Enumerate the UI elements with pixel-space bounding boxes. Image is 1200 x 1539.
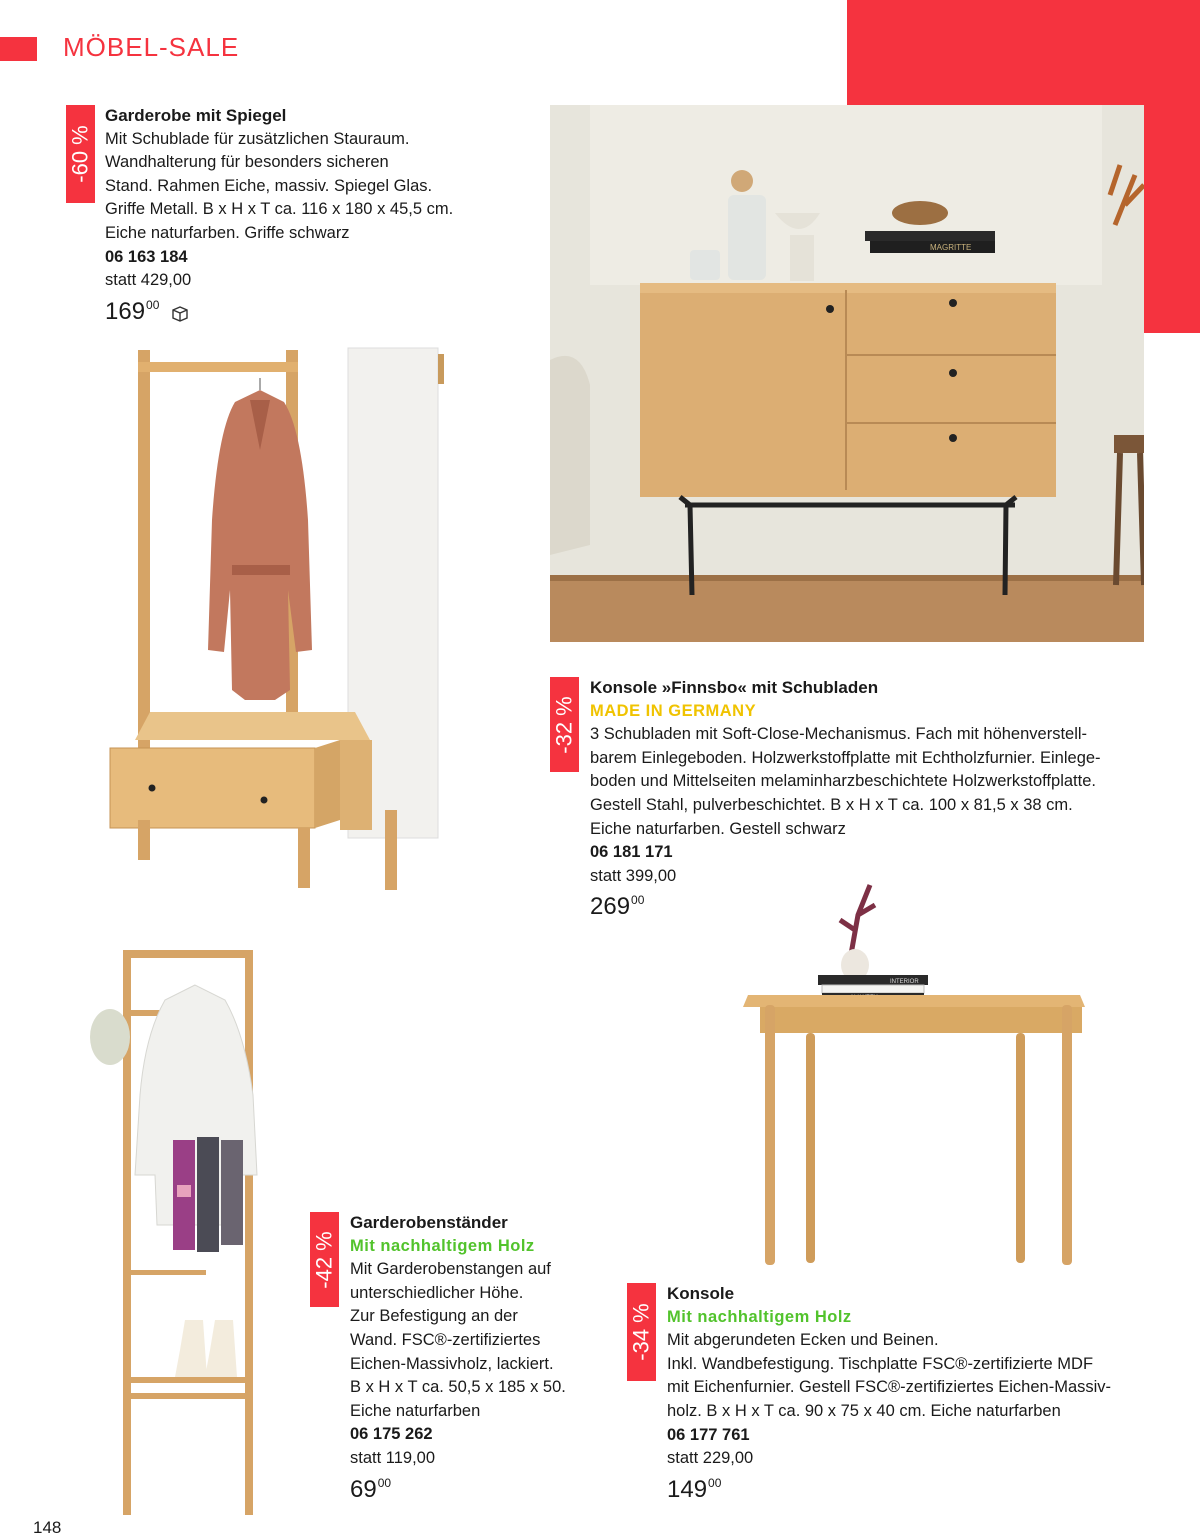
product-description (590, 723, 1150, 841)
description-line: Wandhalterung für besonders sicheren (105, 153, 389, 172)
description-line: Inkl. Wandbefestigung. Tischplatte FSC®-zertifizierte MDF (667, 1354, 1094, 1373)
article-number: 06 163 184 (105, 247, 188, 266)
description-line: holz. B x H x T ca. 90 x 75 x 40 cm. Eiche naturfarben (667, 1401, 1061, 1420)
old-price: statt 229,00 (667, 1449, 754, 1468)
price-cents: 00 (377, 1475, 392, 1490)
description-line: Stand. Rahmen Eiche, massiv. Spiegel Glas. (105, 176, 433, 195)
old-price: statt 399,00 (590, 866, 677, 885)
description-line: unterschiedlicher Höhe. (350, 1283, 524, 1302)
discount-label: -34 % (628, 1303, 654, 1361)
discount-label: -42 % (311, 1230, 337, 1289)
page-title: MÖBEL-SALE (63, 32, 240, 62)
price (105, 297, 505, 327)
product-name: Konsole (667, 1284, 735, 1303)
page-number: 148 (33, 1518, 62, 1537)
description-line: mit Eichenfurnier. Gestell FSC®-zertifiziertes Eichen-Massiv- (667, 1378, 1112, 1397)
product-konsole (667, 1282, 1167, 1505)
product-garderobe-mit-spiegel (105, 104, 505, 327)
book-title-text: INTERIOR (890, 979, 919, 985)
description-line: Zur Befestigung an der (350, 1307, 518, 1326)
price-cents: 00 (708, 1475, 722, 1490)
description-line: Eichen-Massivholz, lackiert. (350, 1354, 554, 1373)
description-line: Mit Schublade für zusätzlichen Stauraum. (105, 129, 410, 148)
description-line: Gestell Stahl, pulverbeschichtet. B x H x T ca. 100 x 81,5 x 38 cm. (590, 795, 1073, 814)
old-price: statt 429,00 (105, 271, 192, 290)
price (667, 1475, 1167, 1505)
product-garderobenstaender (350, 1211, 610, 1505)
discount-label: -60 % (67, 125, 93, 183)
product-tag: MADE IN GERMANY (590, 701, 757, 720)
photo-garderobenstaender (85, 945, 300, 1520)
description-line: Mit abgerundeten Ecken und Beinen. (667, 1331, 939, 1350)
photo-konsole-finnsbo (550, 105, 1144, 642)
description-line: Eiche naturfarben (350, 1401, 481, 1420)
photo-konsole (740, 875, 1100, 1270)
product-name: Garderobe mit Spiegel (105, 106, 287, 125)
price-main: 69 (350, 1475, 377, 1503)
article-number: 06 175 262 (350, 1425, 433, 1444)
description-line: 3 Schubladen mit Soft-Close-Mechanismus. Fach mit höhenverstell- (590, 725, 1088, 744)
product-tag: Mit nachhaltigem Holz (667, 1307, 852, 1326)
description-line: barem Einlegeboden. Holzwerkstoffplatte mit Echtholzfurnier. Einlege- (590, 748, 1101, 767)
discount-badge (627, 1283, 656, 1381)
discount-badge (66, 105, 95, 203)
description-line: Griffe Metall. B x H x T ca. 116 x 180 x 45,5 cm. (105, 200, 454, 219)
old-price: statt 119,00 (350, 1448, 436, 1467)
product-name: Konsole »Finnsbo« mit Schubladen (590, 678, 879, 697)
description-line: Eiche naturfarben. Griffe schwarz (105, 223, 350, 242)
product-description (667, 1329, 1167, 1423)
photo-garderobe-mit-spiegel (100, 340, 490, 900)
product-description (350, 1258, 610, 1423)
description-line: B x H x T ca. 50,5 x 185 x 50. (350, 1378, 566, 1397)
price (350, 1475, 610, 1505)
price-cents: 00 (146, 297, 160, 312)
article-number: 06 181 171 (590, 843, 673, 862)
description-line: boden und Mittelseiten melaminharzbeschichtete Holzwerkstoffplatte. (590, 772, 1096, 791)
discount-label: -32 % (551, 695, 577, 754)
product-name: Garderobenständer (350, 1213, 508, 1232)
product-description (105, 128, 505, 246)
price-main: 149 (667, 1475, 708, 1503)
discount-badge (310, 1212, 339, 1307)
price-cents: 00 (631, 893, 645, 908)
product-tag: Mit nachhaltigem Holz (350, 1236, 535, 1255)
description-line: Wand. FSC®-zertifiziertes (350, 1330, 541, 1349)
price-main: 269 (590, 893, 631, 921)
header-accent-square (0, 37, 37, 61)
book-title-text: MAGRITTE (930, 243, 972, 252)
article-number: 06 177 761 (667, 1425, 750, 1444)
delivery-box-icon (171, 306, 189, 322)
description-line: Mit Garderobenstangen auf (350, 1260, 551, 1279)
description-line: Eiche naturfarben. Gestell schwarz (590, 819, 846, 838)
price-main: 169 (105, 297, 146, 325)
discount-badge (550, 677, 579, 772)
